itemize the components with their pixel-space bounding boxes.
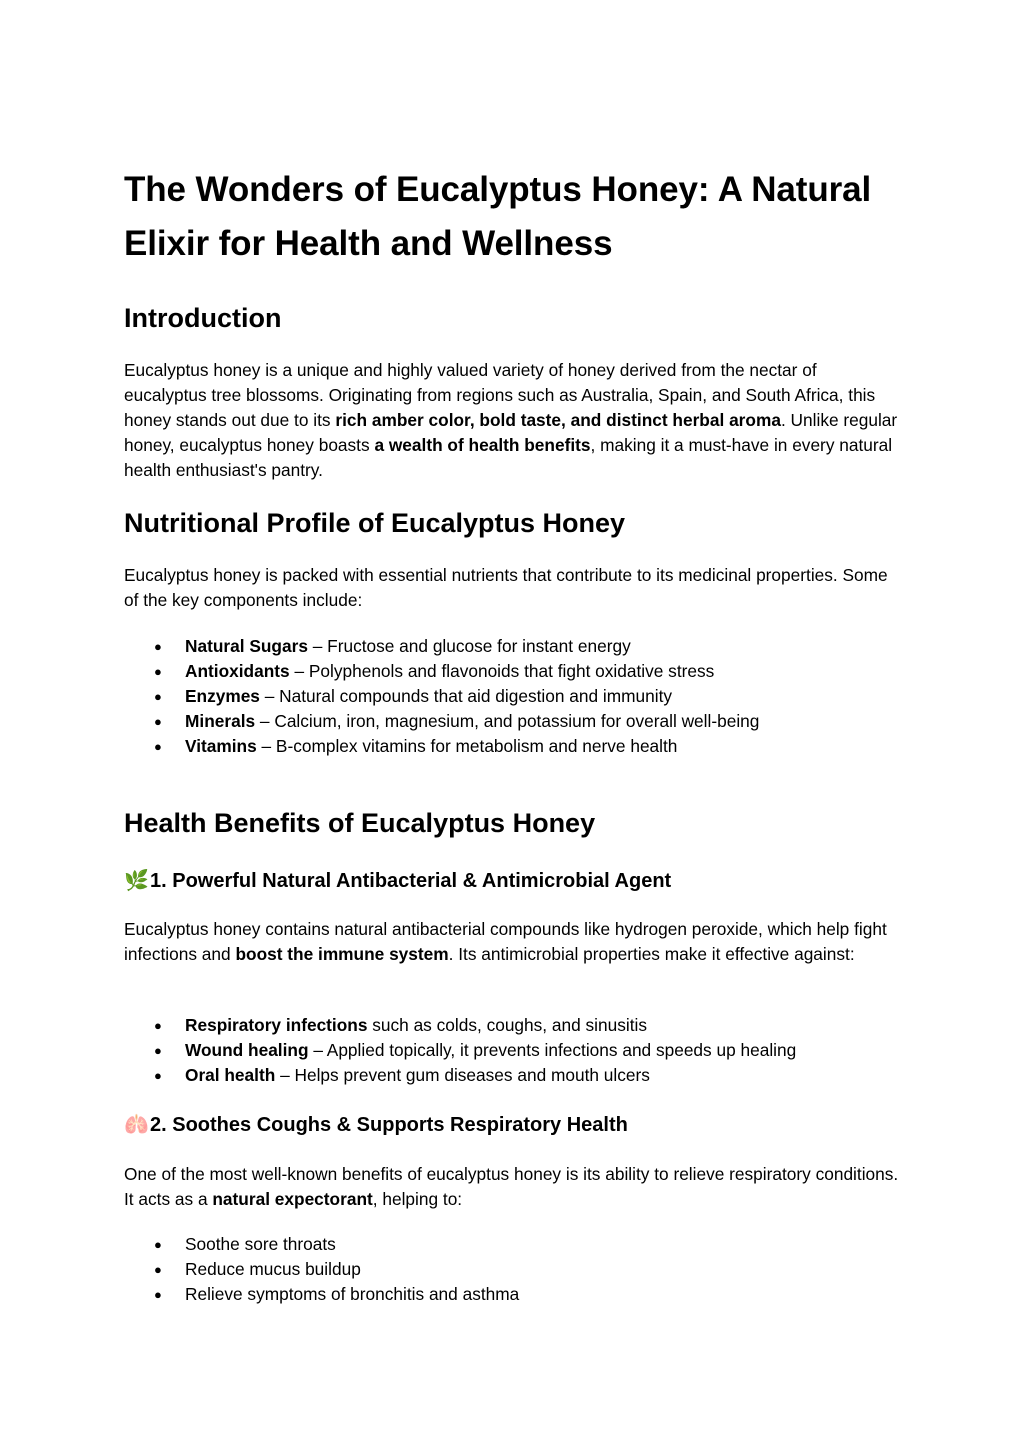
list-item: ● Reduce mucus buildup	[124, 1257, 904, 1282]
list-item: ● Respiratory infections such as colds, coughs, and sinusitis	[124, 1013, 904, 1038]
nutrition-paragraph: Eucalyptus honey is packed with essential nutrients that contribute to its medicinal properties. Some of the key components include:	[124, 565, 888, 610]
list-item: ● Minerals – Calcium, iron, magnesium, and potassium for overall well-being	[124, 709, 904, 734]
page-title: The Wonders of Eucalyptus Honey: A Natural Elixir for Health and Wellness	[124, 170, 872, 263]
list-item: ● Antioxidants – Polyphenols and flavonoids that fight oxidative stress	[124, 659, 904, 684]
list-item: ● Natural Sugars – Fructose and glucose for instant energy	[124, 634, 904, 659]
list-item: ● Vitamins – B-complex vitamins for metabolism and nerve health	[124, 734, 904, 759]
respiratory-list	[124, 1232, 904, 1307]
list-item: ● Wound healing – Applied topically, it prevents infections and speeds up healing	[124, 1038, 904, 1063]
intro-bold-2: a wealth of health benefits	[374, 435, 591, 455]
benefit-title: 2. Soothes Coughs & Supports Respiratory Health	[150, 1114, 628, 1136]
list-item: ● Oral health – Helps prevent gum diseases and mouth ulcers	[124, 1063, 904, 1088]
benefit-heading-respiratory	[124, 1112, 628, 1138]
benefit-title: 1. Powerful Natural Antibacterial & Antimicrobial Agent	[150, 870, 672, 892]
benefit-heading-antibacterial	[124, 868, 671, 894]
section-heading-nutrition: Nutritional Profile of Eucalyptus Honey	[124, 508, 626, 538]
intro-text-3: , making it a must-have in every natural health enthusiast's pantry.	[124, 435, 893, 480]
respiratory-paragraph: One of the most well-known benefits of eucalyptus honey is its ability to relieve respiratory conditions. It acts as a natural expectorant, helping to:	[124, 1164, 899, 1209]
list-item: ● Relieve symptoms of bronchitis and asthma	[124, 1282, 904, 1307]
lungs-icon: 🫁	[124, 1114, 149, 1136]
intro-bold-1: rich amber color, bold taste, and distinct herbal aroma	[335, 410, 781, 430]
intro-text-2: . Unlike regular honey, eucalyptus honey boasts	[124, 410, 898, 455]
nutrition-list	[124, 634, 904, 759]
section-heading-introduction: Introduction	[124, 303, 282, 333]
section-heading-benefits: Health Benefits of Eucalyptus Honey	[124, 808, 596, 838]
antibacterial-paragraph: Eucalyptus honey contains natural antibacterial compounds like hydrogen peroxide, which help fight infections and boost the immune system. Its antimicrobial properties make it effective against:	[124, 919, 887, 964]
list-item: ● Soothe sore throats	[124, 1232, 904, 1257]
antibacterial-list	[124, 1013, 904, 1088]
list-item: ● Enzymes – Natural compounds that aid digestion and immunity	[124, 684, 904, 709]
leaf-icon: 🌿	[124, 870, 149, 892]
intro-text-1: Eucalyptus honey is a unique and highly valued variety of honey derived from the nectar of eucalyptus tree blossoms. Originating from regions such as Australia, Spain, and South Africa, this honey stands out due to its	[124, 360, 876, 430]
intro-paragraph	[124, 358, 899, 483]
